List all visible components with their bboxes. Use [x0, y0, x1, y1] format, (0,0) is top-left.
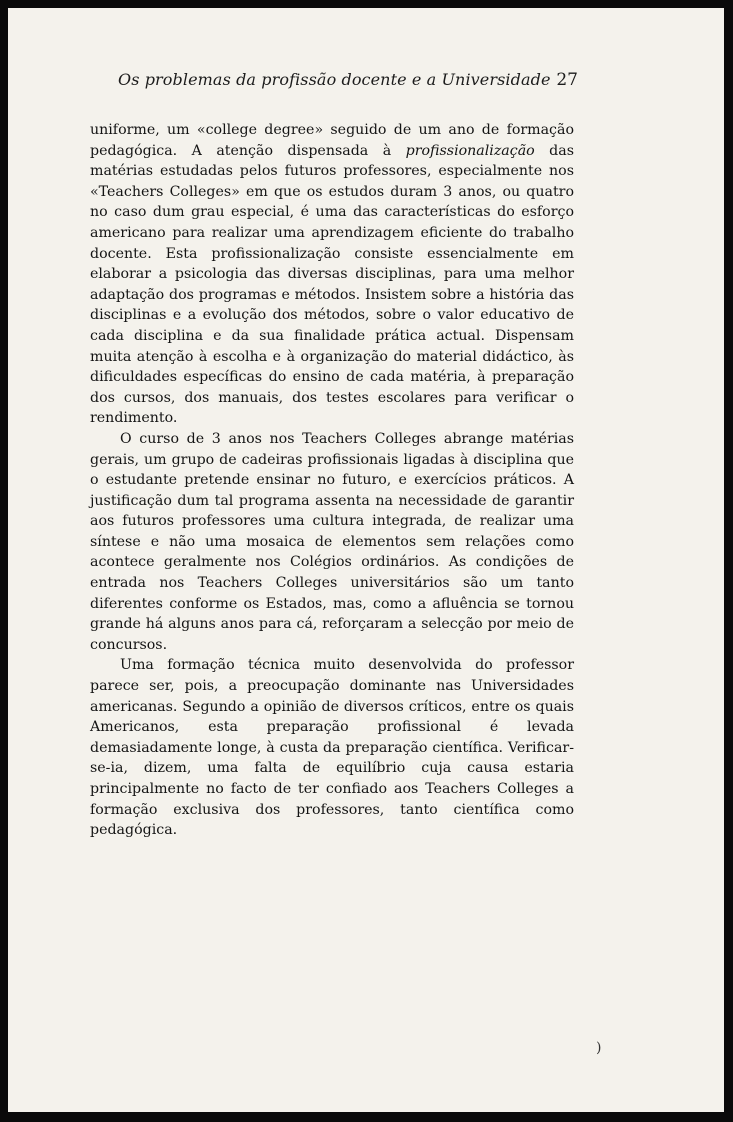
paragraph-1-part-b: das matérias estudadas pelos futuros professores, especialmente nos «Teachers Colleges» em que os estudos duram 3 anos, ou quatro no caso dum grau especial, é uma das características do esforço americano para realizar uma aprendizagem eficiente do trabalho docente. Esta profissionalização consiste essencialmente em elaborar a psicologia das diversas disciplinas, para uma melhor adaptação dos programas e métodos. Insistem sobre a história das disciplinas e a evolução dos métodos, sobre o valor educativo de cada disciplina e da sua finalidade prática actual. Dispensam muita atenção à escolha e à organização do material didáctico, às dificuldades específicas do ensino de cada matéria, à preparação dos cursos, dos manuais, dos testes escolares para verificar o rendimento. [90, 142, 574, 427]
page-header [118, 70, 578, 90]
paragraph-2: O curso de 3 anos nos Teachers Colleges abrange matérias gerais, um grupo de cadeiras profissionais ligadas à disciplina que o estudante pretende ensinar no futuro, e exercícios práticos. A justificação dum tal programa assenta na necessidade de garantir aos futuros professores uma cultura integrada, de realizar uma síntese e não uma mosaica de elementos sem relações como acontece geralmente nos Colégios ordinários. As condições de entrada nos Teachers Colleges universitários são um tanto diferentes conforme os Estados, mas, como a afluência se tornou grande há alguns anos para cá, reforçaram a selecção por meio de concursos. [90, 430, 574, 653]
stray-mark: ) [596, 1040, 602, 1056]
paragraph-1 [90, 120, 574, 429]
book-page [8, 8, 724, 1112]
paragraph-1-emphasis: profissionalização [405, 142, 535, 159]
running-title: Os problemas da profissão docente e a Universidade [118, 70, 551, 89]
page-number: 27 [556, 70, 578, 90]
paragraph-1-part-a: uniforme, um «college degree» seguido de um ano de formação pedagógica. A atenção dispensada à [90, 122, 574, 159]
paragraph-3: Uma formação técnica muito desenvolvida do professor parece ser, pois, a preocupação dominante nas Universidades americanas. Segundo a opinião de diversos críticos, entre os quais Americanos, esta preparação profissional é levada demasiadamente longe, à custa da preparação científica. Verificar-se-ia, dizem, uma falta de equilíbrio cuja causa estaria principalmente no facto de ter confiado aos Teachers Colleges a formação exclusiva dos professores, tanto científica como pedagógica. [90, 657, 574, 839]
body-text [90, 120, 574, 841]
